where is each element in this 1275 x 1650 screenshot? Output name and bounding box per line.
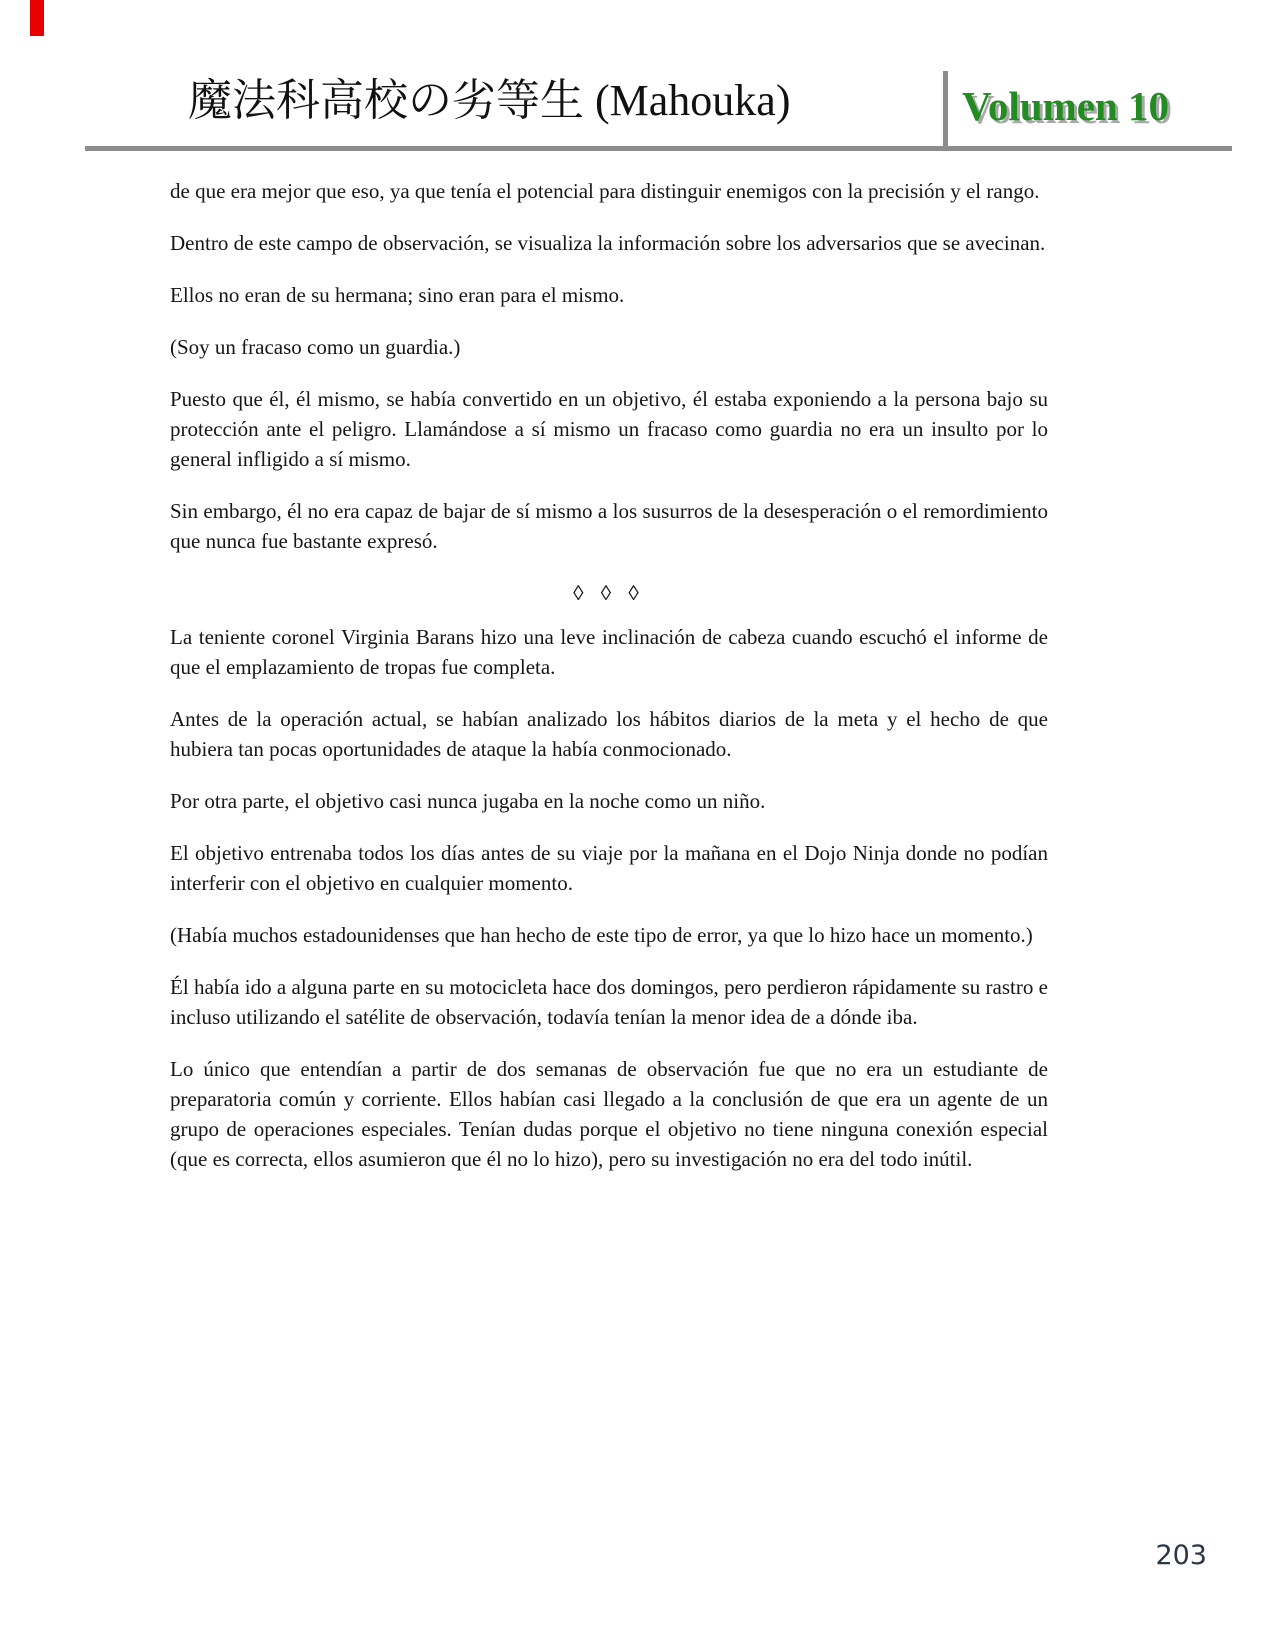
paragraph: Puesto que él, él mismo, se había convertido en un objetivo, él estaba exponiendo a la persona bajo su protección ante el peligro. Llamándose a sí mismo un fracaso como guardia no era un insulto por lo general infligido a sí mismo. bbox=[170, 387, 1048, 471]
body-text bbox=[170, 176, 1048, 1196]
paragraph: La teniente coronel Virginia Barans hizo una leve inclinación de cabeza cuando escuchó el informe de que el emplazamiento de tropas fue completa. bbox=[170, 625, 1048, 679]
paragraph: (Soy un fracaso como un guardia.) bbox=[170, 335, 461, 359]
paragraph: Dentro de este campo de observación, se visualiza la información sobre los adversarios que se avecinan. bbox=[170, 231, 1046, 255]
paragraph: Por otra parte, el objetivo casi nunca jugaba en la noche como un niño. bbox=[170, 789, 766, 813]
paragraph: Él había ido a alguna parte en su motocicleta hace dos domingos, pero perdieron rápidamente su rastro e incluso utilizando el satélite de observación, todavía tenían la menor idea de a dónde iba. bbox=[170, 975, 1048, 1029]
header-vertical-divider bbox=[943, 71, 948, 148]
paragraph: Ellos no eran de su hermana; sino eran para el mismo. bbox=[170, 283, 625, 307]
paragraph: de que era mejor que eso, ya que tenía el potencial para distinguir enemigos con la precisión y el rango. bbox=[170, 179, 1040, 203]
paragraph-group-bottom bbox=[170, 622, 1048, 1174]
page-number: 203 bbox=[1155, 1540, 1207, 1571]
volume-label: Volumen 10 bbox=[962, 83, 1169, 129]
page-title: 魔法科高校の劣等生 (Mahouka) bbox=[188, 76, 791, 125]
paragraph: Lo único que entendían a partir de dos semanas de observación fue que no era un estudiante de preparatoria común y corriente. Ellos habían casi llegado a la conclusión de que era un agente de un grupo de operaciones especiales. Tenían dudas porque el objetivo no tiene ninguna conexión especial (que es correcta, ellos asumieron que él no lo hizo), pero su investigación no era del todo inútil. bbox=[170, 1057, 1048, 1171]
paragraph: El objetivo entrenaba todos los días antes de su viaje por la mañana en el Dojo Ninja donde no podían interferir con el objetivo en cualquier momento. bbox=[170, 841, 1048, 895]
paragraph: (Había muchos estadounidenses que han hecho de este tipo de error, ya que lo hizo hace un momento.) bbox=[170, 923, 1033, 947]
paragraph: Sin embargo, él no era capaz de bajar de sí mismo a los susurros de la desesperación o el remordimiento que nunca fue bastante expresó. bbox=[170, 499, 1048, 553]
paragraph: Antes de la operación actual, se habían analizado los hábitos diarios de la meta y el hecho de que hubiera tan pocas oportunidades de ataque la había conmocionado. bbox=[170, 707, 1048, 761]
paragraph-group-top bbox=[170, 176, 1048, 556]
header-horizontal-rule bbox=[85, 146, 1232, 151]
red-bookmark-marker bbox=[30, 0, 44, 36]
section-divider: ◊ ◊ ◊ bbox=[573, 581, 645, 605]
